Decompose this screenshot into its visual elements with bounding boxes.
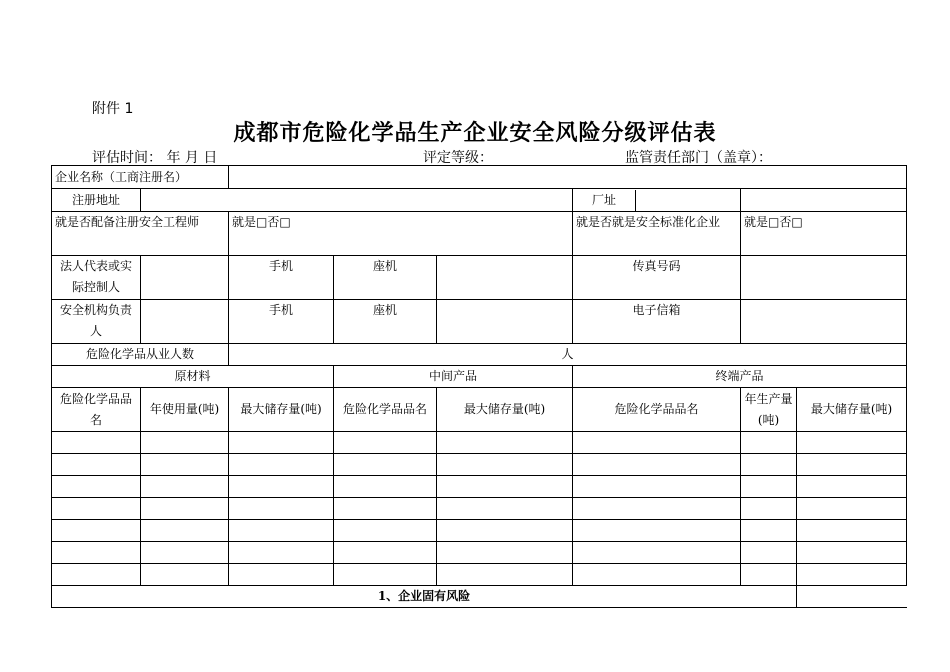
factory-address-field-rest[interactable] xyxy=(741,189,907,212)
grade-label: 评定等级： xyxy=(423,150,493,166)
cell[interactable] xyxy=(334,498,437,520)
table-row xyxy=(52,498,907,520)
cell[interactable] xyxy=(797,520,907,542)
cell[interactable] xyxy=(229,476,334,498)
email-label: 电子信箱 xyxy=(573,300,741,344)
cell[interactable] xyxy=(141,564,229,586)
cell[interactable] xyxy=(573,564,741,586)
table-row xyxy=(52,564,907,586)
standardized-label: 就是否就是安全标准化企业 xyxy=(573,212,741,256)
factory-address-field[interactable] xyxy=(636,190,741,211)
cell[interactable] xyxy=(797,498,907,520)
page-title: 成都市危险化学品生产企业安全风险分级评估表 xyxy=(233,120,717,146)
table-row xyxy=(52,454,907,476)
cell[interactable] xyxy=(741,520,797,542)
cell[interactable] xyxy=(334,454,437,476)
raw-annual-use-header: 年使用量(吨) xyxy=(141,388,229,432)
table-row xyxy=(52,476,907,498)
cell[interactable] xyxy=(437,564,573,586)
engineer-options[interactable]: 就是□否□ xyxy=(229,212,573,256)
cell[interactable] xyxy=(52,520,141,542)
cell[interactable] xyxy=(797,476,907,498)
legal-rep-mobile-label: 手机 xyxy=(269,259,294,273)
cell[interactable] xyxy=(229,454,334,476)
cell[interactable] xyxy=(797,432,907,454)
cell[interactable] xyxy=(573,454,741,476)
cell[interactable] xyxy=(437,476,573,498)
attachment-label: 附件 1 xyxy=(92,101,134,117)
cell[interactable] xyxy=(437,520,573,542)
assessment-form-table xyxy=(51,165,907,608)
cell[interactable] xyxy=(573,542,741,564)
cell[interactable] xyxy=(573,432,741,454)
cell[interactable] xyxy=(573,498,741,520)
cell[interactable] xyxy=(229,498,334,520)
cell[interactable] xyxy=(741,542,797,564)
cell[interactable] xyxy=(229,542,334,564)
cell[interactable] xyxy=(141,476,229,498)
safety-head-field[interactable] xyxy=(141,300,229,344)
intermediate-name-header: 危险化学品品名 xyxy=(334,388,437,432)
reg-address-field[interactable] xyxy=(141,189,573,212)
cell[interactable] xyxy=(52,542,141,564)
cell[interactable] xyxy=(334,564,437,586)
final-name-header: 危险化学品品名 xyxy=(573,388,741,432)
cell[interactable] xyxy=(52,432,141,454)
section-inherent-risk-score[interactable] xyxy=(797,586,907,608)
dept-label: 监管责任部门（盖章）： xyxy=(625,150,772,166)
cell[interactable] xyxy=(741,476,797,498)
cell[interactable] xyxy=(437,542,573,564)
cell[interactable] xyxy=(573,476,741,498)
cell[interactable] xyxy=(334,520,437,542)
cell[interactable] xyxy=(797,542,907,564)
legal-rep-label: 法人代表或实际控制人 xyxy=(52,256,141,300)
safety-head-landline-label: 座机 xyxy=(334,300,437,344)
factory-address-label: 厂址 xyxy=(573,190,636,211)
factory-address-cell xyxy=(573,189,741,212)
reg-address-label: 注册地址 xyxy=(52,189,141,212)
cell[interactable] xyxy=(797,564,907,586)
cell[interactable] xyxy=(141,432,229,454)
safety-head-mobile-cell xyxy=(229,300,334,344)
cell[interactable] xyxy=(437,432,573,454)
factory-address-split xyxy=(573,190,740,211)
cell[interactable] xyxy=(52,564,141,586)
cell[interactable] xyxy=(437,454,573,476)
cell[interactable] xyxy=(229,432,334,454)
cell[interactable] xyxy=(141,542,229,564)
cell[interactable] xyxy=(797,454,907,476)
employee-count-label: 危险化学品从业人数 xyxy=(52,344,229,366)
cell[interactable] xyxy=(741,454,797,476)
email-field[interactable] xyxy=(741,300,907,344)
cell[interactable] xyxy=(141,498,229,520)
safety-head-landline-field[interactable] xyxy=(437,300,573,344)
company-name-field[interactable] xyxy=(229,166,907,189)
legal-rep-field[interactable] xyxy=(141,256,229,300)
standardized-options[interactable]: 就是□否□ xyxy=(741,212,907,256)
final-products-header: 终端产品 xyxy=(573,366,907,388)
cell[interactable] xyxy=(741,432,797,454)
raw-name-header: 危险化学品品名 xyxy=(52,388,141,432)
cell[interactable] xyxy=(334,432,437,454)
section-inherent-risk-heading: 1、企业固有风险 xyxy=(52,586,797,608)
intermediate-max-storage-header: 最大储存量(吨) xyxy=(437,388,573,432)
cell[interactable] xyxy=(741,498,797,520)
final-max-storage-header: 最大储存量(吨) xyxy=(797,388,907,432)
employee-count-field[interactable]: 人 xyxy=(229,344,907,366)
fax-label: 传真号码 xyxy=(573,256,741,300)
cell[interactable] xyxy=(741,564,797,586)
safety-head-mobile-label: 手机 xyxy=(269,303,294,317)
table-row xyxy=(52,432,907,454)
table-row xyxy=(52,542,907,564)
cell[interactable] xyxy=(334,542,437,564)
cell[interactable] xyxy=(141,520,229,542)
eval-time-label: 评估时间： 年 月 日 xyxy=(92,150,218,166)
cell[interactable] xyxy=(229,520,334,542)
cell[interactable] xyxy=(229,564,334,586)
raw-materials-header: 原材料 xyxy=(52,366,334,388)
cell[interactable] xyxy=(437,498,573,520)
cell[interactable] xyxy=(334,476,437,498)
cell[interactable] xyxy=(52,498,141,520)
cell[interactable] xyxy=(573,520,741,542)
legal-rep-mobile-cell xyxy=(229,256,334,300)
cell[interactable] xyxy=(141,454,229,476)
final-annual-prod-header: 年生产量(吨) xyxy=(741,388,797,432)
raw-max-storage-header: 最大储存量(吨) xyxy=(229,388,334,432)
engineer-label: 就是否配备注册安全工程师 xyxy=(52,212,229,256)
legal-rep-landline-label: 座机 xyxy=(334,256,437,300)
cell[interactable] xyxy=(52,454,141,476)
cell[interactable] xyxy=(52,476,141,498)
fax-field[interactable] xyxy=(741,256,907,300)
intermediate-header: 中间产品 xyxy=(334,366,573,388)
safety-head-label: 安全机构负责人 xyxy=(52,300,141,344)
company-name-label: 企业名称（工商注册名） xyxy=(52,166,229,189)
legal-rep-landline-field[interactable] xyxy=(437,256,573,300)
table-row xyxy=(52,520,907,542)
